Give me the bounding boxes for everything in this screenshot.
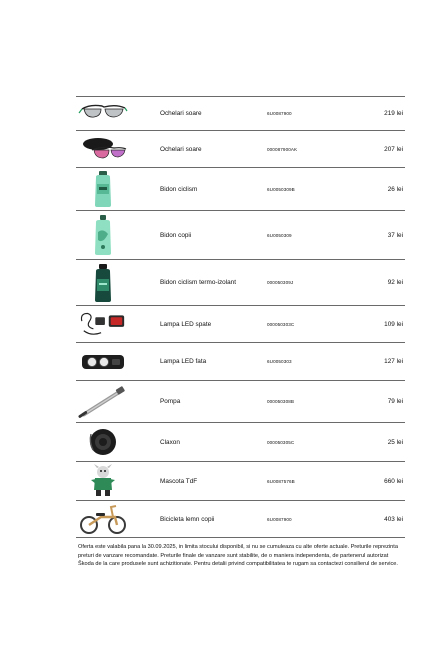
sunglasses-case-icon (78, 133, 128, 165)
balance-bike-icon (78, 503, 128, 535)
table-row (76, 168, 405, 211)
product-code: 000050308B (267, 399, 295, 404)
product-code: 6U0050309 (267, 232, 292, 238)
product-price: 127 lei (384, 358, 403, 365)
front-led-lamp-icon (78, 345, 128, 378)
product-name: Mascota TdF (160, 477, 198, 485)
product-price: 26 lei (387, 185, 403, 193)
table-row (76, 501, 405, 538)
product-code: 000050303C (267, 321, 295, 327)
table-row (76, 211, 405, 260)
product-code: 6U0050309B (267, 186, 295, 192)
bell-icon (78, 425, 128, 459)
product-price: 37 lei (387, 231, 403, 239)
rear-led-lamp-icon (78, 308, 128, 340)
product-name: Ochelari soare (160, 110, 202, 117)
table-row (76, 423, 405, 462)
product-code: 6U0087900 (267, 516, 292, 522)
table-row (76, 131, 405, 168)
product-code: 000087900AK (267, 146, 298, 152)
product-price: 660 lei (384, 477, 403, 485)
kids-bottle-icon (78, 213, 128, 257)
product-name: Lampa LED spate (160, 320, 212, 328)
table-row (76, 260, 405, 306)
product-code: 6U0087900 (267, 111, 292, 116)
offer-disclaimer: Oferta este valabila pana la 30.09.2025, in limita stocului disponibil, si nu se cumuleaza cu alte oferte actuale. Preturile reprezinta preturi de vanzare recomandate. Preturile finale de vanzare sunt stabilite, de o maniera independenta, de partenerul autorizat Škoda de la care produsele sunt achizitionate. Pentru detalii privind compatibilitatea te rugam sa contactezi consilierul de service. (78, 544, 398, 567)
product-price: 79 lei (387, 398, 403, 405)
product-name: Ochelari soare (160, 145, 202, 153)
table-row (76, 97, 405, 131)
product-name: Bidon copii (160, 231, 192, 239)
product-price: 25 lei (387, 438, 403, 446)
product-price: 92 lei (387, 279, 403, 286)
table-row (76, 343, 405, 381)
table-row (76, 381, 405, 423)
product-price: 219 lei (384, 110, 403, 117)
product-code: 6U0050303 (267, 359, 292, 364)
product-name: Pompa (160, 398, 181, 405)
product-name: Bidon ciclism (160, 185, 198, 193)
mascot-icon (78, 464, 128, 498)
product-code: 000050309J (267, 280, 294, 285)
product-code: 000050305C (267, 439, 295, 445)
thermo-bottle-icon (78, 262, 128, 303)
product-price: 109 lei (384, 320, 403, 328)
product-name: Bicicleta lemn copii (160, 515, 215, 523)
product-price: 207 lei (384, 145, 403, 153)
pump-icon (78, 383, 128, 420)
table-row (76, 462, 405, 501)
water-bottle-icon (78, 170, 128, 208)
table-row (76, 306, 405, 343)
sunglasses-icon (78, 99, 128, 128)
product-code: 6U0087576B (267, 478, 295, 484)
product-name: Lampa LED fata (160, 358, 207, 365)
product-table (76, 96, 405, 538)
product-name: Claxon (160, 438, 180, 446)
product-price: 403 lei (384, 515, 403, 523)
product-name: Bidon ciclism termo-izolant (160, 279, 237, 286)
